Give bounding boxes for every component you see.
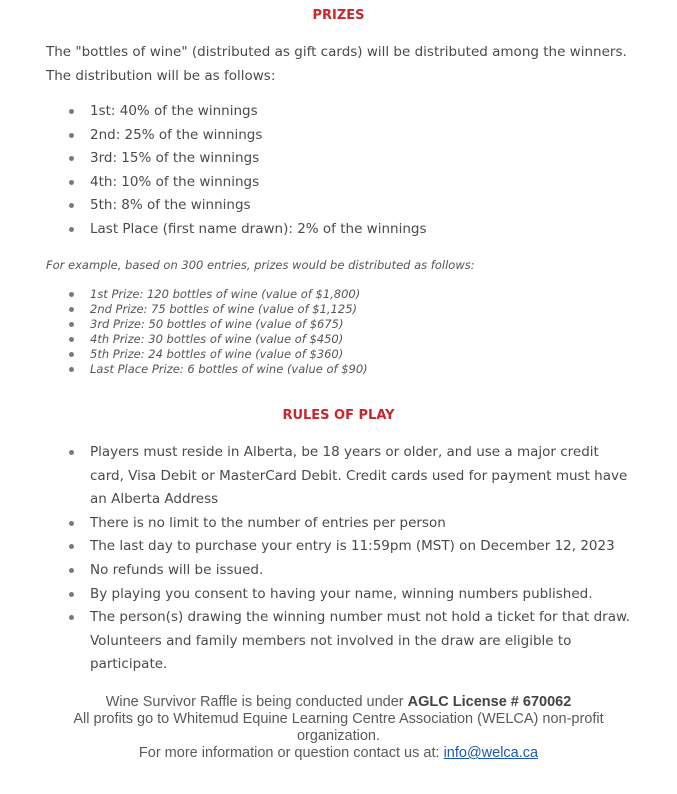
rules-list bbox=[46, 441, 636, 677]
list-item: 4th: 10% of the winnings bbox=[46, 171, 666, 195]
list-item: 2nd: 25% of the winnings bbox=[46, 124, 666, 148]
list-item: 5th Prize: 24 bottles of wine (value of $360) bbox=[46, 347, 646, 362]
license-line bbox=[50, 694, 627, 711]
list-item: The person(s) drawing the winning number must not hold a ticket for that draw. Volunteers and family members not involved in the draw are eligible to participate. bbox=[46, 606, 636, 677]
list-item: There is no limit to the number of entries per person bbox=[46, 512, 636, 536]
prizes-intro-line-1: The "bottles of wine" (distributed as gift cards) will be distributed among the winners. bbox=[46, 44, 627, 60]
prizes-intro-line-2: The distribution will be as follows: bbox=[46, 68, 276, 84]
contact-line bbox=[50, 745, 627, 762]
prizes-heading: PRIZES bbox=[312, 8, 365, 23]
rules-heading: RULES OF PLAY bbox=[282, 408, 395, 423]
example-intro: For example, based on 300 entries, prizes would be distributed as follows: bbox=[46, 258, 475, 272]
list-item: Players must reside in Alberta, be 18 years or older, and use a major credit card, Visa Debit or MasterCard Debit. Credit cards used for payment must have an Alberta Address bbox=[46, 441, 636, 512]
list-item: 3rd Prize: 50 bottles of wine (value of $675) bbox=[46, 317, 646, 332]
prizes-intro bbox=[46, 40, 646, 88]
footer bbox=[50, 694, 627, 762]
list-item: No refunds will be issued. bbox=[46, 559, 636, 583]
list-item: By playing you consent to having your name, winning numbers published. bbox=[46, 583, 636, 607]
example-prize-list bbox=[46, 287, 646, 378]
list-item: The last day to purchase your entry is 11:59pm (MST) on December 12, 2023 bbox=[46, 535, 636, 559]
email-link[interactable]: info@welca.ca bbox=[443, 745, 539, 761]
list-item: 4th Prize: 30 bottles of wine (value of $450) bbox=[46, 332, 646, 347]
list-item: 5th: 8% of the winnings bbox=[46, 194, 666, 218]
license-prefix: Wine Survivor Raffle is being conducted under bbox=[105, 694, 408, 710]
list-item: 3rd: 15% of the winnings bbox=[46, 147, 666, 171]
list-item: 2nd Prize: 75 bottles of wine (value of $1,125) bbox=[46, 302, 646, 317]
prize-distribution-list bbox=[46, 100, 666, 242]
profits-line: All profits go to Whitemud Equine Learning Centre Association (WELCA) non-profit organization. bbox=[73, 711, 604, 744]
list-item: 1st: 40% of the winnings bbox=[46, 100, 666, 124]
license-number: AGLC License # 670062 bbox=[407, 694, 572, 710]
contact-prefix: For more information or question contact us at: bbox=[138, 745, 444, 761]
list-item: 1st Prize: 120 bottles of wine (value of $1,800) bbox=[46, 287, 646, 302]
list-item: Last Place Prize: 6 bottles of wine (value of $90) bbox=[46, 362, 646, 377]
list-item: Last Place (first name drawn): 2% of the winnings bbox=[46, 218, 666, 242]
